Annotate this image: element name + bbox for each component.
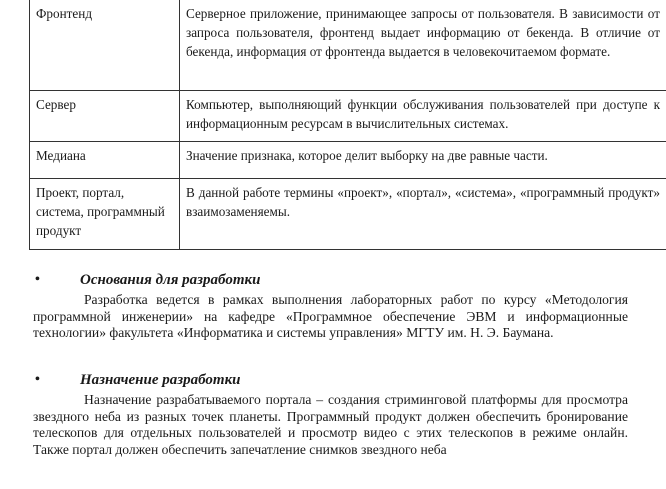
section-purpose	[0, 370, 666, 458]
section-heading	[0, 270, 666, 290]
term-cell: Проект, портал, система, программный продукт	[30, 179, 180, 250]
definition-cell: Компьютер, выполняющий функции обслуживания пользователей при доступе к информационным ресурсам в вычислительных системах.	[180, 91, 666, 142]
section-paragraph: Разработка ведется в рамках выполнения лабораторных работ по курсу «Методология программной инженерии» на кафедре «Программное обеспечение ЭВМ и информационные технологии» факультета «Информатика и системы управления» МГТУ им. Н. Э. Баумана.	[33, 292, 628, 340]
table-row	[30, 0, 666, 91]
term-cell: Фронтенд	[30, 0, 180, 91]
table-row	[30, 142, 666, 179]
section-basis	[0, 270, 666, 342]
bullet-marker: •	[35, 372, 40, 387]
definition-cell: Значение признака, которое делит выборку на две равные части.	[180, 142, 666, 179]
definition-cell: Серверное приложение, принимающее запросы от пользователя. В зависимости от запроса пользователя, фронтенд выдает информацию от бекенда. В отличие от бекенда, информация от фронтенда выдается в человекочитаемом формате.	[180, 0, 666, 91]
section-heading	[0, 370, 666, 390]
table-row	[30, 91, 666, 142]
bullet-marker: •	[35, 272, 40, 287]
term-cell: Сервер	[30, 91, 180, 142]
section-paragraph: Назначение разрабатываемого портала – создания стриминговой платформы для просмотра звездного неба из разных точек планеты. Программный продукт должен обеспечить бронирование телескопов для отдельных пользователей и просмотр видео с этих телескопов в режиме онлайн. Также портал должен обеспечить запечатление снимков звездного неба	[33, 392, 628, 457]
section-title: Назначение разработки	[80, 372, 241, 388]
term-cell: Медиана	[30, 142, 180, 179]
glossary-table	[29, 0, 666, 250]
section-title: Основания для разработки	[80, 272, 261, 288]
definition-cell: В данной работе термины «проект», «портал», «система», «программный продукт» взаимозаменяемы.	[180, 179, 666, 250]
table-row	[30, 179, 666, 250]
